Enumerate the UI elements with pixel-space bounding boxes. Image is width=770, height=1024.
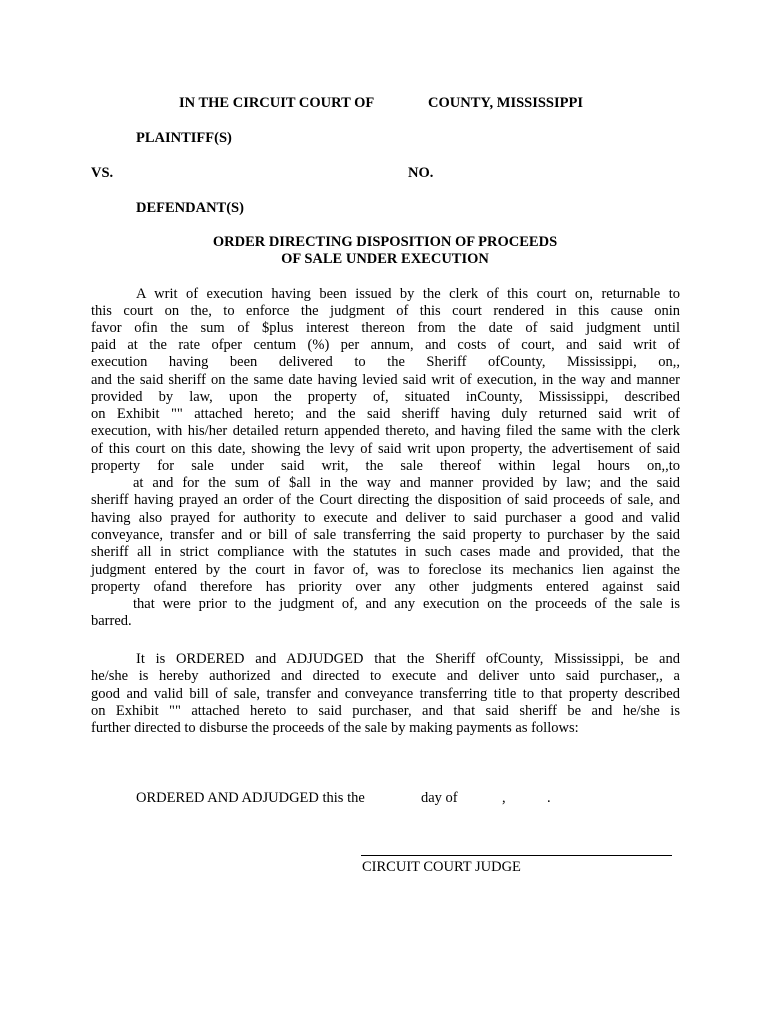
paragraph-line: provided by law, upon the property of, situated inCounty, Mississippi, described	[91, 389, 680, 405]
paragraph-line: further directed to disburse the proceeds of the sale by making payments as follows:	[91, 720, 579, 736]
signature-line	[361, 855, 672, 856]
paragraph-line: on Exhibit "" attached hereto to said purchaser, and that said sheriff be and he/she is	[91, 703, 680, 719]
paragraph-line: sheriff all in strict compliance with the statutes in such cases made and provided, that the	[91, 544, 680, 560]
paragraph-line: conveyance, transfer and or bill of sale transferring the said property to purchaser by the said	[91, 527, 680, 543]
day-of-text: day of	[421, 790, 458, 806]
paragraph-line: at and for the sum of $all in the way and manner provided by law; and the said	[133, 475, 680, 491]
paragraph-line: on Exhibit "" attached hereto; and the said sheriff having duly returned said writ of	[91, 406, 680, 422]
paragraph-line: he/she is hereby authorized and directed to execute and deliver unto said purchaser,, a	[91, 668, 680, 684]
paragraph-line: good and valid bill of sale, transfer and conveyance transferring title to that property described	[91, 686, 680, 702]
paragraph-line: execution having been delivered to the Sheriff ofCounty, Mississippi, on,,	[91, 354, 680, 370]
defendant-label: DEFENDANT(S)	[136, 200, 244, 216]
paragraph-line: of this court on this date, showing the levy of said writ upon property, the advertisement of said	[91, 441, 680, 457]
paragraph-line: sheriff having prayed an order of the Court directing the disposition of said proceeds of sale, and	[91, 492, 680, 508]
paragraph-line: and the said sheriff on the same date having levied said writ of execution, in the way and manner	[91, 372, 680, 388]
paragraph-line: execution, with his/her detailed return appended thereto, and having filed the same with the clerk	[91, 423, 680, 439]
paragraph-line: judgment entered by the court in favor of, was to foreclose its mechanics lien against the	[91, 562, 680, 578]
ordered-adjudged-text: ORDERED AND ADJUDGED this the	[136, 790, 365, 806]
plaintiff-label: PLAINTIFF(S)	[136, 130, 232, 146]
judge-label: CIRCUIT COURT JUDGE	[362, 859, 521, 875]
paragraph-line: property for sale under said writ, the sale thereof within legal hours on,,to	[91, 458, 680, 474]
case-number-label: NO.	[408, 165, 434, 181]
paragraph-line: that were prior to the judgment of, and any execution on the proceeds of the sale is	[133, 596, 680, 612]
paragraph-line: favor ofin the sum of $plus interest thereon from the date of said judgment until	[91, 320, 680, 336]
document-title-line1: ORDER DIRECTING DISPOSITION OF PROCEEDS	[212, 234, 558, 250]
date-comma: ,	[502, 790, 506, 806]
paragraph-line: paid at the rate ofper centum (%) per annum, and costs of court, and said writ of	[91, 337, 681, 353]
paragraph-line: having also prayed for authority to execute and deliver to said purchaser a good and valid	[91, 510, 680, 526]
document-title-line2: OF SALE UNDER EXECUTION	[281, 251, 489, 267]
paragraph-line: It is ORDERED and ADJUDGED that the Sheriff ofCounty, Mississippi, be and	[136, 651, 680, 667]
court-name-prefix: IN THE CIRCUIT COURT OF	[179, 95, 375, 111]
date-period: .	[547, 790, 551, 806]
paragraph-line: this court on the, to enforce the judgment of this court rendered in this cause onin	[91, 303, 680, 319]
versus-label: VS.	[91, 165, 114, 181]
paragraph-line: barred.	[91, 613, 132, 629]
paragraph-line: A writ of execution having been issued by the clerk of this court on, returnable to	[136, 286, 680, 302]
court-name-suffix: COUNTY, MISSISSIPPI	[428, 95, 583, 111]
paragraph-line: property ofand therefore has priority over any other judgments entered against said	[91, 579, 680, 595]
